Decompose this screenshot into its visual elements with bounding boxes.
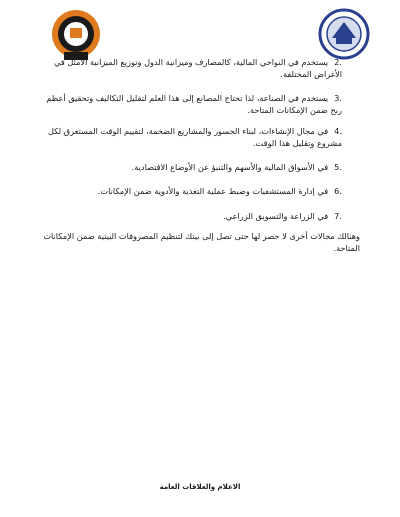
list-item <box>42 185 342 197</box>
closing-note: وهنالك مجالات أخرى لا حصر لها حتى تصل إلى بيتك لتنظيم المصروفات البيتية ضمن الإمكانات المتاحة. <box>43 231 360 253</box>
item-text: في مجال الإنشاءات، لبناء الجسور والمشاريع الضخمة، لتقييم الوقت المستغرق لكل مشروع وتقليل هذا الوقت. <box>47 126 342 148</box>
item-number: .4 <box>334 126 342 136</box>
list-item <box>42 125 342 149</box>
item-text: في الزراعة والتسويق الزراعي. <box>223 211 329 221</box>
item-text: يستخدم في النواحي المالية، كالمصارف وميزانية الدول وتوزيع الميزانية الأمثل في الأغراض المختلفة. <box>54 57 342 79</box>
item-number: .2 <box>334 57 342 67</box>
item-number: .7 <box>334 211 342 221</box>
list-item <box>42 210 342 222</box>
item-text: في إدارة المستشفيات وضبط عملية التغذية والأدوية ضمن الإمكانات. <box>97 186 329 196</box>
page-footer: الاعلام والعلاقات العامة <box>159 483 241 491</box>
university-logo-left <box>50 8 102 62</box>
item-text: يستخدم في الصناعة، لذا تحتاج المصانع إلى هذا العلم لتقليل التكاليف وتحقيق أعظم ربح ضمن الإمكانات المتاحة. <box>46 93 342 115</box>
list-item <box>42 161 342 173</box>
item-number: .3 <box>334 93 342 103</box>
item-number: .6 <box>334 186 342 196</box>
item-text: في الأسواق المالية والأسهم والتنبؤ عن الأوضاع الاقتصادية. <box>131 162 329 172</box>
item-number: .5 <box>334 162 342 172</box>
list-item <box>42 92 342 116</box>
list-item <box>42 56 342 80</box>
university-logo-right <box>318 8 370 60</box>
